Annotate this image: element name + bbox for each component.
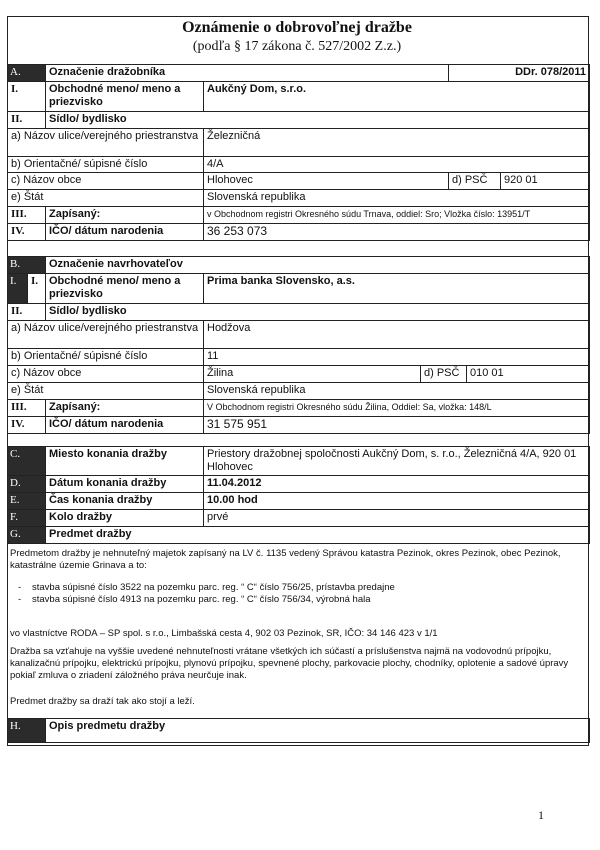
e-value: 10.00 hod xyxy=(204,493,590,510)
section-a-ref: DDr. 078/2011 xyxy=(449,65,590,82)
b-r1-mark: I. xyxy=(8,274,28,304)
h-label: Opis predmetu dražby xyxy=(46,719,590,743)
b-street-label: a) Názov ulice/verejného priestranstva xyxy=(8,321,204,349)
subject-items xyxy=(10,582,584,606)
a-city-label: c) Názov obce xyxy=(8,173,204,190)
section-a-marker: A. xyxy=(8,65,46,82)
b-r3-label: Zapísaný: xyxy=(46,400,204,417)
b-street-value: Hodžova xyxy=(204,321,590,349)
b-city-value: Žilina xyxy=(204,366,421,383)
b-r4-num: IV. xyxy=(8,417,46,434)
c-value: Priestory dražobnej spoločnosti Aukčný Dom, s. r.o., Železničná 4/A, 920 01 Hlohovec xyxy=(204,447,590,476)
d-value: 11.04.2012 xyxy=(204,476,590,493)
section-b-table xyxy=(7,256,590,434)
a-psc-value: 920 01 xyxy=(501,173,590,190)
a-state-label: e) Štát xyxy=(8,190,204,207)
b-r4-label: IČO/ dátum narodenia xyxy=(46,417,204,434)
a-r1-value: Aukčný Dom, s.r.o. xyxy=(204,82,590,112)
a-r1-num: I. xyxy=(8,82,46,112)
b-r1-num: I. xyxy=(28,274,46,304)
a-state-value: Slovenská republika xyxy=(204,190,590,207)
a-r1-label: Obchodné meno/ meno a priezvisko xyxy=(46,82,204,112)
b-state-value: Slovenská republika xyxy=(204,383,590,400)
a-city-value: Hlohovec xyxy=(204,173,449,190)
subject-scope: Dražba sa vzťahuje na vyššie uvedené nehnuteľnosti vrátane všetkých ich súčastí a príslušenstva najmä na vodovodnú prípojku, kanalizačnú prípojku, elektrickú prípojku, plynovú prípojku, spevnené plochy, parkovacie plochy, chodníky, oplotenie a sadové úpravy pokiaľ zmluva o zriadení záložného práva neurčuje inak. xyxy=(10,646,569,681)
h-marker: H. xyxy=(8,719,46,743)
g-marker: G. xyxy=(8,527,46,544)
f-value: prvé xyxy=(204,510,590,527)
d-label: Dátum konania dražby xyxy=(46,476,204,493)
details-table xyxy=(7,446,590,544)
b-r1-label: Obchodné meno/ meno a priezvisko xyxy=(46,274,204,304)
section-h-table xyxy=(7,718,590,743)
b-r3-num: III. xyxy=(8,400,46,417)
b-r2-label: Sídlo/ bydlisko xyxy=(46,304,590,321)
c-label: Miesto konania dražby xyxy=(46,447,204,476)
b-r1-value: Prima banka Slovensko, a.s. xyxy=(204,274,590,304)
title-line-2: (podľa § 17 zákona č. 527/2002 Z.z.) xyxy=(192,39,402,54)
d-marker: D. xyxy=(8,476,46,493)
a-r3-label: Zapísaný: xyxy=(46,207,204,224)
a-r2-label: Sídlo/ bydlisko xyxy=(46,112,590,129)
a-street-label: a) Názov ulice/verejného priestranstva xyxy=(8,129,204,157)
b-r2-num: II. xyxy=(8,304,46,321)
a-street-value: Železničná xyxy=(204,129,590,157)
title-line-1: Oznámenie o dobrovoľnej dražbe xyxy=(182,19,412,36)
b-r4-value: 31 575 951 xyxy=(204,417,590,434)
b-number-label: b) Orientačné/ súpisné číslo xyxy=(8,349,204,366)
a-number-label: b) Orientačné/ súpisné číslo xyxy=(8,157,204,173)
a-r3-num: III. xyxy=(8,207,46,224)
b-state-label: e) Štát xyxy=(8,383,204,400)
a-number-value: 4/A xyxy=(204,157,590,173)
subject-item-1: - stavba súpisné číslo 3522 na pozemku parc. reg. “ C“ číslo 756/25, prístavba predajne xyxy=(32,582,584,594)
e-marker: E. xyxy=(8,493,46,510)
section-b-header: Označenie navrhovateľov xyxy=(46,257,590,274)
e-label: Čas konania dražby xyxy=(46,493,204,510)
g-label: Predmet dražby xyxy=(46,527,590,544)
b-number-value: 11 xyxy=(204,349,590,366)
a-r4-num: IV. xyxy=(8,224,46,241)
a-r4-value: 36 253 073 xyxy=(204,224,590,241)
a-r2-num: II. xyxy=(8,112,46,129)
c-marker: C. xyxy=(8,447,46,476)
b-r3-value: V Obchodnom registri Okresného súdu Žilina, Oddiel: Sa, vložka: 148/L xyxy=(204,400,590,417)
subject-as-is: Predmet dražby sa draží tak ako stojí a leží. xyxy=(10,696,195,707)
a-r4-label: IČO/ dátum narodenia xyxy=(46,224,204,241)
page-number: 1 xyxy=(538,808,544,822)
section-a-table xyxy=(7,64,590,241)
section-a-header: Označenie dražobníka xyxy=(46,65,449,82)
subject-item-2: - stavba súpisné číslo 4913 na pozemku parc. reg. “ C“ číslo 756/34, výrobná hala xyxy=(32,594,584,606)
a-psc-label: d) PSČ xyxy=(449,173,501,190)
subject-intro: Predmetom dražby je nehnuteľný majetok zapísaný na LV č. 1135 vedený Správou katastra Pezinok, okres Pezinok, obec Pezinok, katastrálne územie Grinava a to: xyxy=(10,548,561,571)
b-psc-value: 010 01 xyxy=(467,366,590,383)
b-psc-label: d) PSČ xyxy=(421,366,467,383)
b-city-label: c) Názov obce xyxy=(8,366,204,383)
subject-owner: vo vlastníctve RODA – SP spol. s r.o., Limbašská cesta 4, 902 03 Pezinok, SR, IČO: 34 146 423 v 1/1 xyxy=(10,628,438,639)
section-b-marker: B. xyxy=(8,257,46,274)
f-label: Kolo dražby xyxy=(46,510,204,527)
a-r3-value: v Obchodnom registri Okresného súdu Trnava, oddiel: Sro; Vložka číslo: 13951/T xyxy=(204,207,590,224)
f-marker: F. xyxy=(8,510,46,527)
document-title xyxy=(7,18,587,56)
